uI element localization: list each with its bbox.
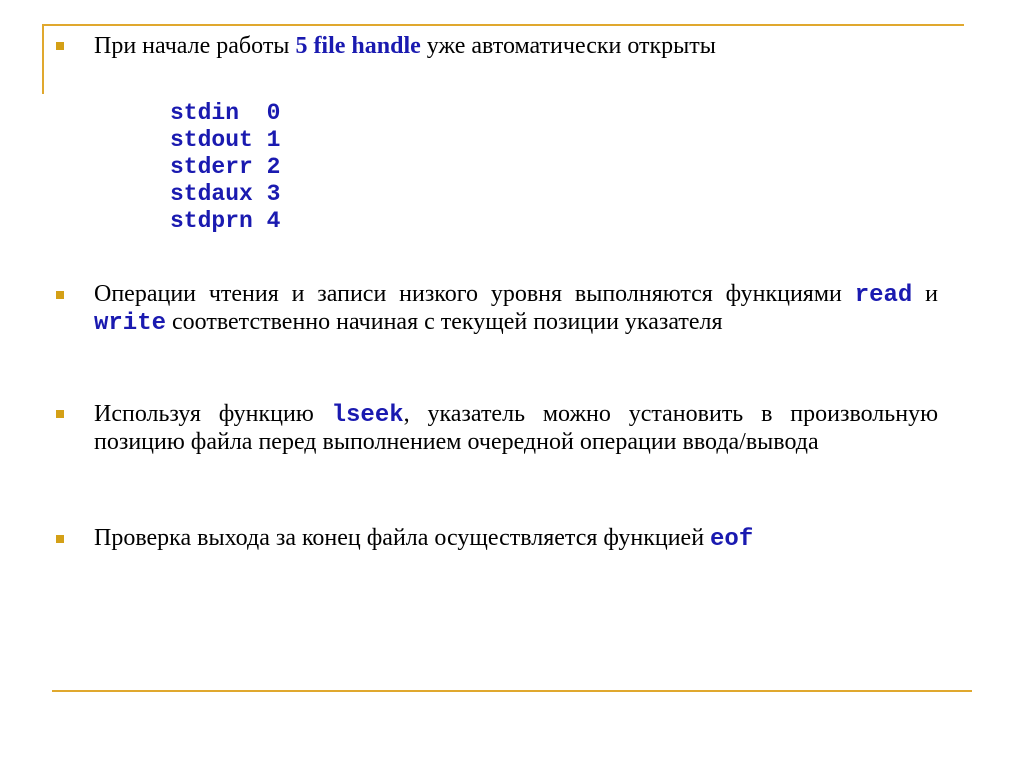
handle-sep bbox=[253, 181, 267, 207]
handle-number: 2 bbox=[266, 154, 281, 180]
bullet-1-highlight: 5 file handle bbox=[295, 33, 421, 59]
bullet-text-1 bbox=[94, 33, 938, 59]
handle-number: 0 bbox=[266, 100, 281, 126]
bullet-1-suffix: уже автоматически открыты bbox=[420, 33, 716, 59]
handle-number: 4 bbox=[266, 208, 281, 234]
bullet-text-4 bbox=[94, 525, 938, 553]
handle-name: stdin bbox=[170, 100, 240, 126]
handle-number: 1 bbox=[266, 127, 281, 153]
code-lseek: lseek bbox=[331, 402, 404, 429]
bullet-marker-1 bbox=[56, 42, 64, 50]
handle-name: stdaux bbox=[170, 181, 253, 207]
handle-line bbox=[170, 181, 280, 208]
handle-line bbox=[170, 154, 280, 181]
handle-line bbox=[170, 100, 280, 127]
handle-number: 3 bbox=[266, 181, 281, 207]
code-write: write bbox=[94, 310, 167, 337]
bullet-3-text2: , указатель можно установить в произвольную позицию файла перед выполнением очередной операции ввода/вывода bbox=[94, 401, 938, 455]
bullet-1-prefix: При начале работы bbox=[94, 33, 296, 59]
handle-sep bbox=[253, 127, 267, 153]
code-read: read bbox=[854, 282, 913, 309]
handle-line bbox=[170, 127, 280, 154]
bullet-2-text1: Операции чтения и записи низкого уровня выполняются функциями bbox=[94, 281, 855, 307]
frame-top-line bbox=[42, 24, 964, 26]
bullet-2-text3: соответственно начиная с текущей позиции указателя bbox=[166, 309, 723, 335]
handle-name: stderr bbox=[170, 154, 253, 180]
bullet-4-text1: Проверка выхода за конец файла осуществляется функцией bbox=[94, 525, 711, 551]
bullet-text-3 bbox=[94, 401, 938, 455]
handle-sep bbox=[239, 100, 267, 126]
code-eof: eof bbox=[710, 526, 754, 553]
bullet-marker-4 bbox=[56, 535, 64, 543]
frame-left-line bbox=[42, 24, 44, 94]
handles-code-block bbox=[170, 100, 280, 235]
bullet-marker-3 bbox=[56, 410, 64, 418]
bullet-text-2 bbox=[94, 281, 938, 337]
bullet-3-text1: Используя функцию bbox=[94, 401, 332, 427]
handle-name: stdprn bbox=[170, 208, 253, 234]
handle-name: stdout bbox=[170, 127, 253, 153]
handle-sep bbox=[253, 208, 267, 234]
handle-line bbox=[170, 208, 280, 235]
bullet-2-text2: и bbox=[912, 281, 938, 307]
handle-sep bbox=[253, 154, 267, 180]
frame-bottom-line bbox=[52, 690, 972, 692]
bullet-marker-2 bbox=[56, 291, 64, 299]
